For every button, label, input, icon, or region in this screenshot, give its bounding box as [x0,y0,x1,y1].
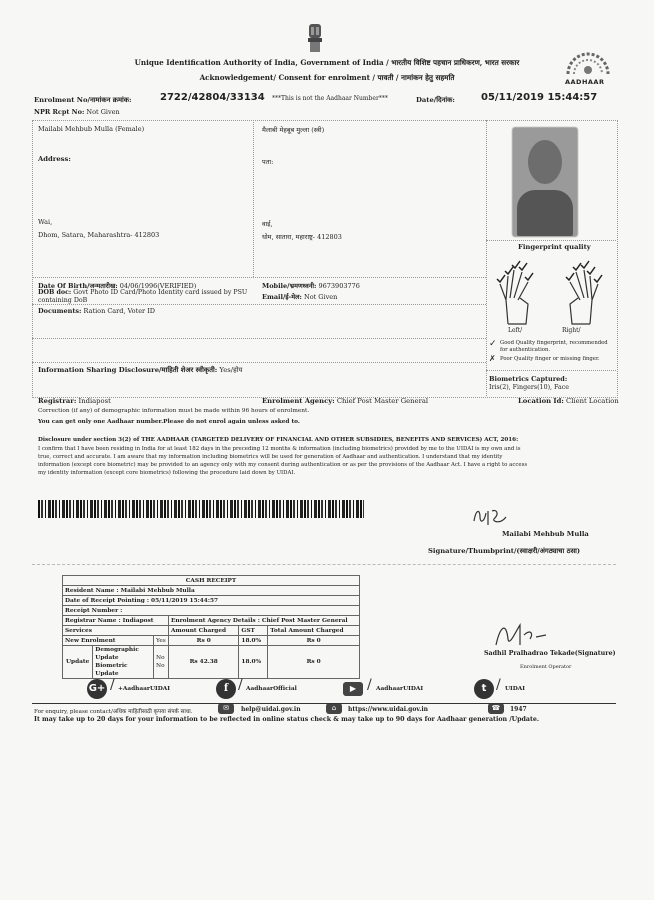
separator-slash: / [496,677,501,693]
mobile-field [262,281,360,290]
email-label: Email/ई-मेल: [262,293,302,301]
separator-slash: / [367,677,372,693]
footer-rule [32,703,616,704]
divider [32,338,486,339]
enquiry-text: For enquiry, please contact/अधिक माहितीसाठी कृपया संपर्क साधा. [34,709,193,715]
operator-signature-image [490,617,560,651]
enrolment-number: 2722/42804/33134 [160,92,265,103]
twitter-handle[interactable]: UIDAI [505,686,526,692]
enrolment-label: Enrolment No/नामांकन क्रमांक: [34,96,132,104]
col-amount: Amount Charged [169,626,239,636]
dob-doc-value: Govt Photo ID Card/Photo Identity card issued by PSU containing DoB [38,289,248,304]
cash-receipt-table [62,575,360,679]
dob-value: 04/06/1996(VERIFIED) [119,282,197,290]
col-gst: GST [239,626,268,636]
divider [253,120,254,277]
location-field [518,397,619,405]
agency-label: Enrolment Agency: [262,397,335,405]
resident-photo-head [528,140,562,184]
biometric-update-label: Biometric Update [95,663,128,677]
mobile-value: 9673903776 [318,282,360,290]
address-line1-en: Wai, [38,218,53,226]
left-hand-label: Left/ [508,327,523,334]
resident-name-hi: मैलाबी मेहबूब मुल्ला (स्त्री) [262,126,325,134]
divider [486,370,616,371]
email-field [262,292,337,301]
divider [486,120,487,396]
disclosure-line3: information (except core biometric) may be provided to an agency only with my consent during authentication or as per the provisions of the Aadhaar Act. I have a right to access [38,462,528,468]
email-icon: ✉ [218,703,234,714]
info-sharing-field [38,365,242,374]
divider [32,277,486,278]
email-value: Not Given [304,293,338,301]
col-total: Total Amount Charged [268,626,360,636]
receipt-agency: Enrolment Agency Details : Chief Post Master General [169,616,360,626]
registrar-label: Registrar: [38,397,77,405]
address-label-hi: पता: [262,158,274,166]
update-total: Rs 0 [268,646,360,679]
poor-quality-cross-icon: ✗ [489,354,496,363]
npr-label: NPR Rcpt No: [34,108,85,116]
twitter-icon[interactable]: t [474,679,494,699]
update-gst: 18.0% [239,646,268,679]
biometrics-captured-label: Biometrics Captured: [489,375,568,383]
processing-time-note: It may take up to 20 days for your information to be reflected in online status check & may take up to 90 days for Aadhaar generation /Update. [34,716,540,723]
date-label: Date/दिनांक: [416,96,455,104]
registrar-value: Indiapost [78,397,111,405]
documents-value: Ration Card, Voter ID [83,307,155,315]
phone-icon: ☎ [488,703,504,714]
divider [32,304,486,305]
address-label: Address: [38,155,71,163]
disclosure-line2: true, correct and accurate. I am aware that my information including biometrics will be used for generation of Aadhaar and authentication. I understand that my identity [38,454,503,460]
cut-line [32,564,616,565]
row-update [63,646,154,679]
aadhaar-logo-text: AADHAAR [565,78,605,86]
documents-field [38,307,155,315]
dob-label: Date Of Birth/जन्मतारीख: [38,282,118,290]
fingerprint-quality-title: Fingerprint quality [518,243,591,251]
agency-value: Chief Post Master General [336,397,429,405]
authority-title: Unique Identification Authority of India, Government of India / भारतीय विशिष्ट पहचान प्राधिकरण, भारत सरकार [134,58,520,67]
signature-label: Signature/Thumbprint/(स्वाक्षरी/अंगठ्याचा ठसा) [428,547,581,555]
divider [486,240,616,241]
documents-label: Documents: [38,307,82,315]
update-flags [154,646,169,679]
help-email[interactable]: help@uidai.gov.in [241,706,301,713]
youtube-handle[interactable]: AadhaarUIDAI [376,686,424,692]
update-label: Update [66,659,90,665]
update-amount: Rs 42.38 [169,646,239,679]
npr-receipt [34,108,120,116]
not-aadhaar-note: ***This is not the Aadhaar Number*** [272,95,388,102]
agency-field [262,397,428,405]
dob-doc-field [38,289,258,304]
info-sharing-value: Yes/होय [219,366,243,374]
info-sharing-label: Information Sharing Disclosure/माहिती शेअर स्वीकृती: [38,366,218,374]
disclosure-line4: my identity information (except core biometrics) following the procedure laid down by UIDAI. [38,470,296,476]
separator-slash: / [238,677,243,693]
acknowledgement-title: Acknowledgement/ Consent for enrolment / पावती / नामांकन हेतु सहमति [199,73,455,82]
new-enrolment-total: Rs 0 [268,636,360,646]
operator-label: Enrolment Operator [520,664,572,670]
enrolment-barcode [38,500,364,518]
new-enrolment-flag: Yes [154,636,169,646]
poor-quality-legend: Poor Quality finger or missing finger. [500,356,600,362]
helpline-number[interactable]: 1947 [510,706,527,713]
resident-name-en: Mailabi Mehbub Mulla (Female) [38,125,145,133]
registrar-field [38,397,111,405]
right-hand-label: Right/ [562,327,581,334]
resident-photo-body [517,190,573,236]
national-emblem-icon [306,22,324,56]
demographic-update-flag: No [156,655,165,661]
google-plus-handle[interactable]: +AadhaarUIDAI [118,686,170,692]
separator-slash: / [110,677,115,693]
good-quality-legend: Good Quality fingerprint, recommended for authentication. [500,340,608,353]
good-quality-check-icon: ✓ [489,339,497,349]
biometrics-captured-value: Iris(2), Fingers(10), Face [489,384,569,391]
facebook-handle[interactable]: AadhaarOfficial [246,686,297,692]
col-services: Services [63,626,169,636]
receipt-number: Receipt Number : [63,606,360,616]
website-link[interactable]: https://www.uidai.gov.in [348,706,428,713]
row-new-enrolment: New Enrolment [63,636,154,646]
operator-name: Sadhil Pralhadrao Tekade(Signature) [484,650,616,657]
location-value: Client Location [566,397,619,405]
facebook-icon[interactable]: f [216,679,236,699]
address-line2-en: Dhom, Satara, Maharashtra- 412803 [38,231,160,239]
disclosure-title: Disclosure under section 3(2) of THE AADHAAR (TARGETED DELIVERY OF FINANCIAL AND OTHER SUBSIDIES, BENEFITS AND SERVICES) ACT, 2016: [38,437,519,443]
address-line1-hi: वाई, [262,220,273,228]
web-icon: ⌂ [326,703,342,714]
fingerprint-hands-icon [494,254,604,328]
location-label: Location Id: [518,397,564,405]
biometric-update-flag: No [156,663,165,669]
cash-receipt-title: CASH RECEIPT [63,576,360,586]
correction-note: Correction (if any) of demographic information must be made within 96 hours of enrolment. [38,408,310,414]
receipt-resident-name: Resident Name : Mailabi Mehbub Mulla [63,586,360,596]
enrolment-date: 05/11/2019 15:44:57 [481,92,598,103]
address-line2-hi: धोम, सातारा, महाराष्ट्र- 412803 [262,233,342,241]
single-aadhaar-note: You can get only one Aadhaar number.Please do not enrol again unless asked to. [38,419,300,425]
new-enrolment-amount: Rs 0 [169,636,239,646]
receipt-registrar: Registrar Name : Indiapost [63,616,169,626]
resident-signature-image [470,503,510,531]
new-enrolment-gst: 18.0% [239,636,268,646]
disclosure-line1: I confirm that I have been residing in India for at least 182 days in the preceding 12 months & information (including biometrics) provided by me to the UIDAI is my own and is [38,446,521,452]
receipt-date: Date of Receipt Pointing : 05/11/2019 15:44:57 [63,596,360,606]
youtube-icon[interactable]: ▶ [343,682,363,696]
mobile-label: Mobile/भ्रमणध्वनी: [262,282,317,290]
npr-value: Not Given [86,108,120,116]
demographic-update-label: Demographic Update [95,647,139,661]
dob-doc-label: DOB doc: [38,289,72,296]
divider [32,362,486,363]
google-plus-icon[interactable]: G+ [87,679,107,699]
resident-signature-name: Mailabi Mehbub Mulla [502,530,589,538]
